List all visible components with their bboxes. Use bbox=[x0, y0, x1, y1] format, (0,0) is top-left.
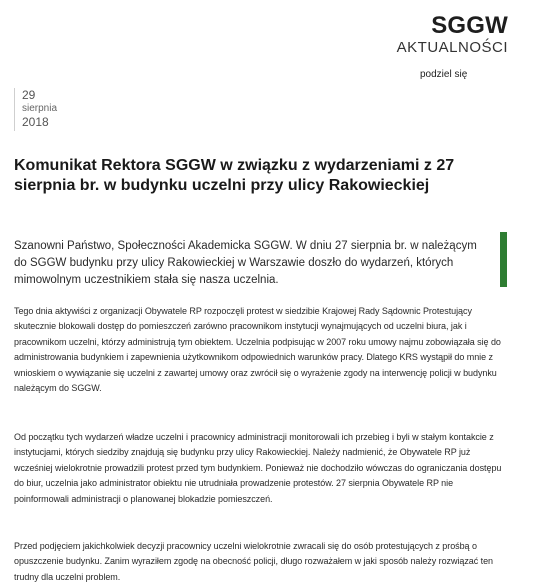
brand-section-title: AKTUALNOŚCI bbox=[396, 39, 508, 56]
date-year: 2018 bbox=[22, 115, 49, 129]
date-month: sierpnia bbox=[22, 103, 58, 114]
article-paragraph: Przed podjęciem jakichkolwiek decyzji pracownicy uczelni wielokrotnie zwracali się do osób protestujących z prośbą o opuszczenie budynku. Zanim wyraziłem zgodę na obecność policji, długo rozważałem w jaki sposób należy rozwiązać ten trudny dla uczelni problem. bbox=[14, 541, 493, 582]
article-paragraph: Od początku tych wydarzeń władze uczelni i pracownicy administracji monitorowali ich przebieg i byli w stałym kontakcie z instytucjami, których siedziby znajdują się budynku przy ulicy Rakowieckiej. Należy nadmienić, że Obywatele RP już wcześniej wielokrotnie prowadzili protest przed tym budynkiem. Ponieważ nie dochodziło wówczas do ograniczania dostępu do biur, uczelnia jako administrator obiektu nie utrudniała prowadzenie protestów. 27 sierpnia Obywatele RP nie poinformowali administracji o planowanej blokadzie pomieszczeń. bbox=[14, 432, 502, 504]
brand-name: SGGW bbox=[431, 12, 508, 39]
date-day: 29 bbox=[22, 88, 36, 102]
share-link[interactable]: podziel się bbox=[420, 69, 468, 80]
publication-date bbox=[14, 88, 57, 131]
lead-accent-bar bbox=[500, 232, 507, 287]
article-paragraph: Tego dnia aktywiści z organizacji Obywatele RP rozpoczęli protest w siedzibie Krajowej Rady Sądownic Protestujący skutecznie blokowali dostęp do pomieszczeń zarówno pracownikom instytucji wynajmujących od uczelni biura, jak i pracownikom uczelni, którzy administrują tym obiektem. Uczelnia podpisując w 2007 roku umowy najmu zobowiązała się do administrowania budynkiem i zapewnienia użytkownikom odpowiednich warunków pracy. Dlatego KRS wystąpił do mnie z wnioskiem o wywiązanie się uczelni z zawartej umowy oraz zwrócił się o wyrażenie zgody na interwencję policji w budynku należącym do SGGW. bbox=[14, 306, 501, 394]
article-title: Komunikat Rektora SGGW w związku z wydarzeniami z 27 sierpnia br. w budynku uczelni przy ulicy Rakowieckiej bbox=[14, 157, 455, 194]
article-lead: Szanowni Państwo, Społeczności Akademicka SGGW. W dniu 27 sierpnia br. w należącym do SGGW budynku przy ulicy Rakowieckiej w Warszawie doszło do wydarzeń, których mimowolnym uczestnikiem stała się nasza uczelnia. bbox=[14, 240, 477, 286]
site-brand[interactable] bbox=[397, 13, 508, 56]
